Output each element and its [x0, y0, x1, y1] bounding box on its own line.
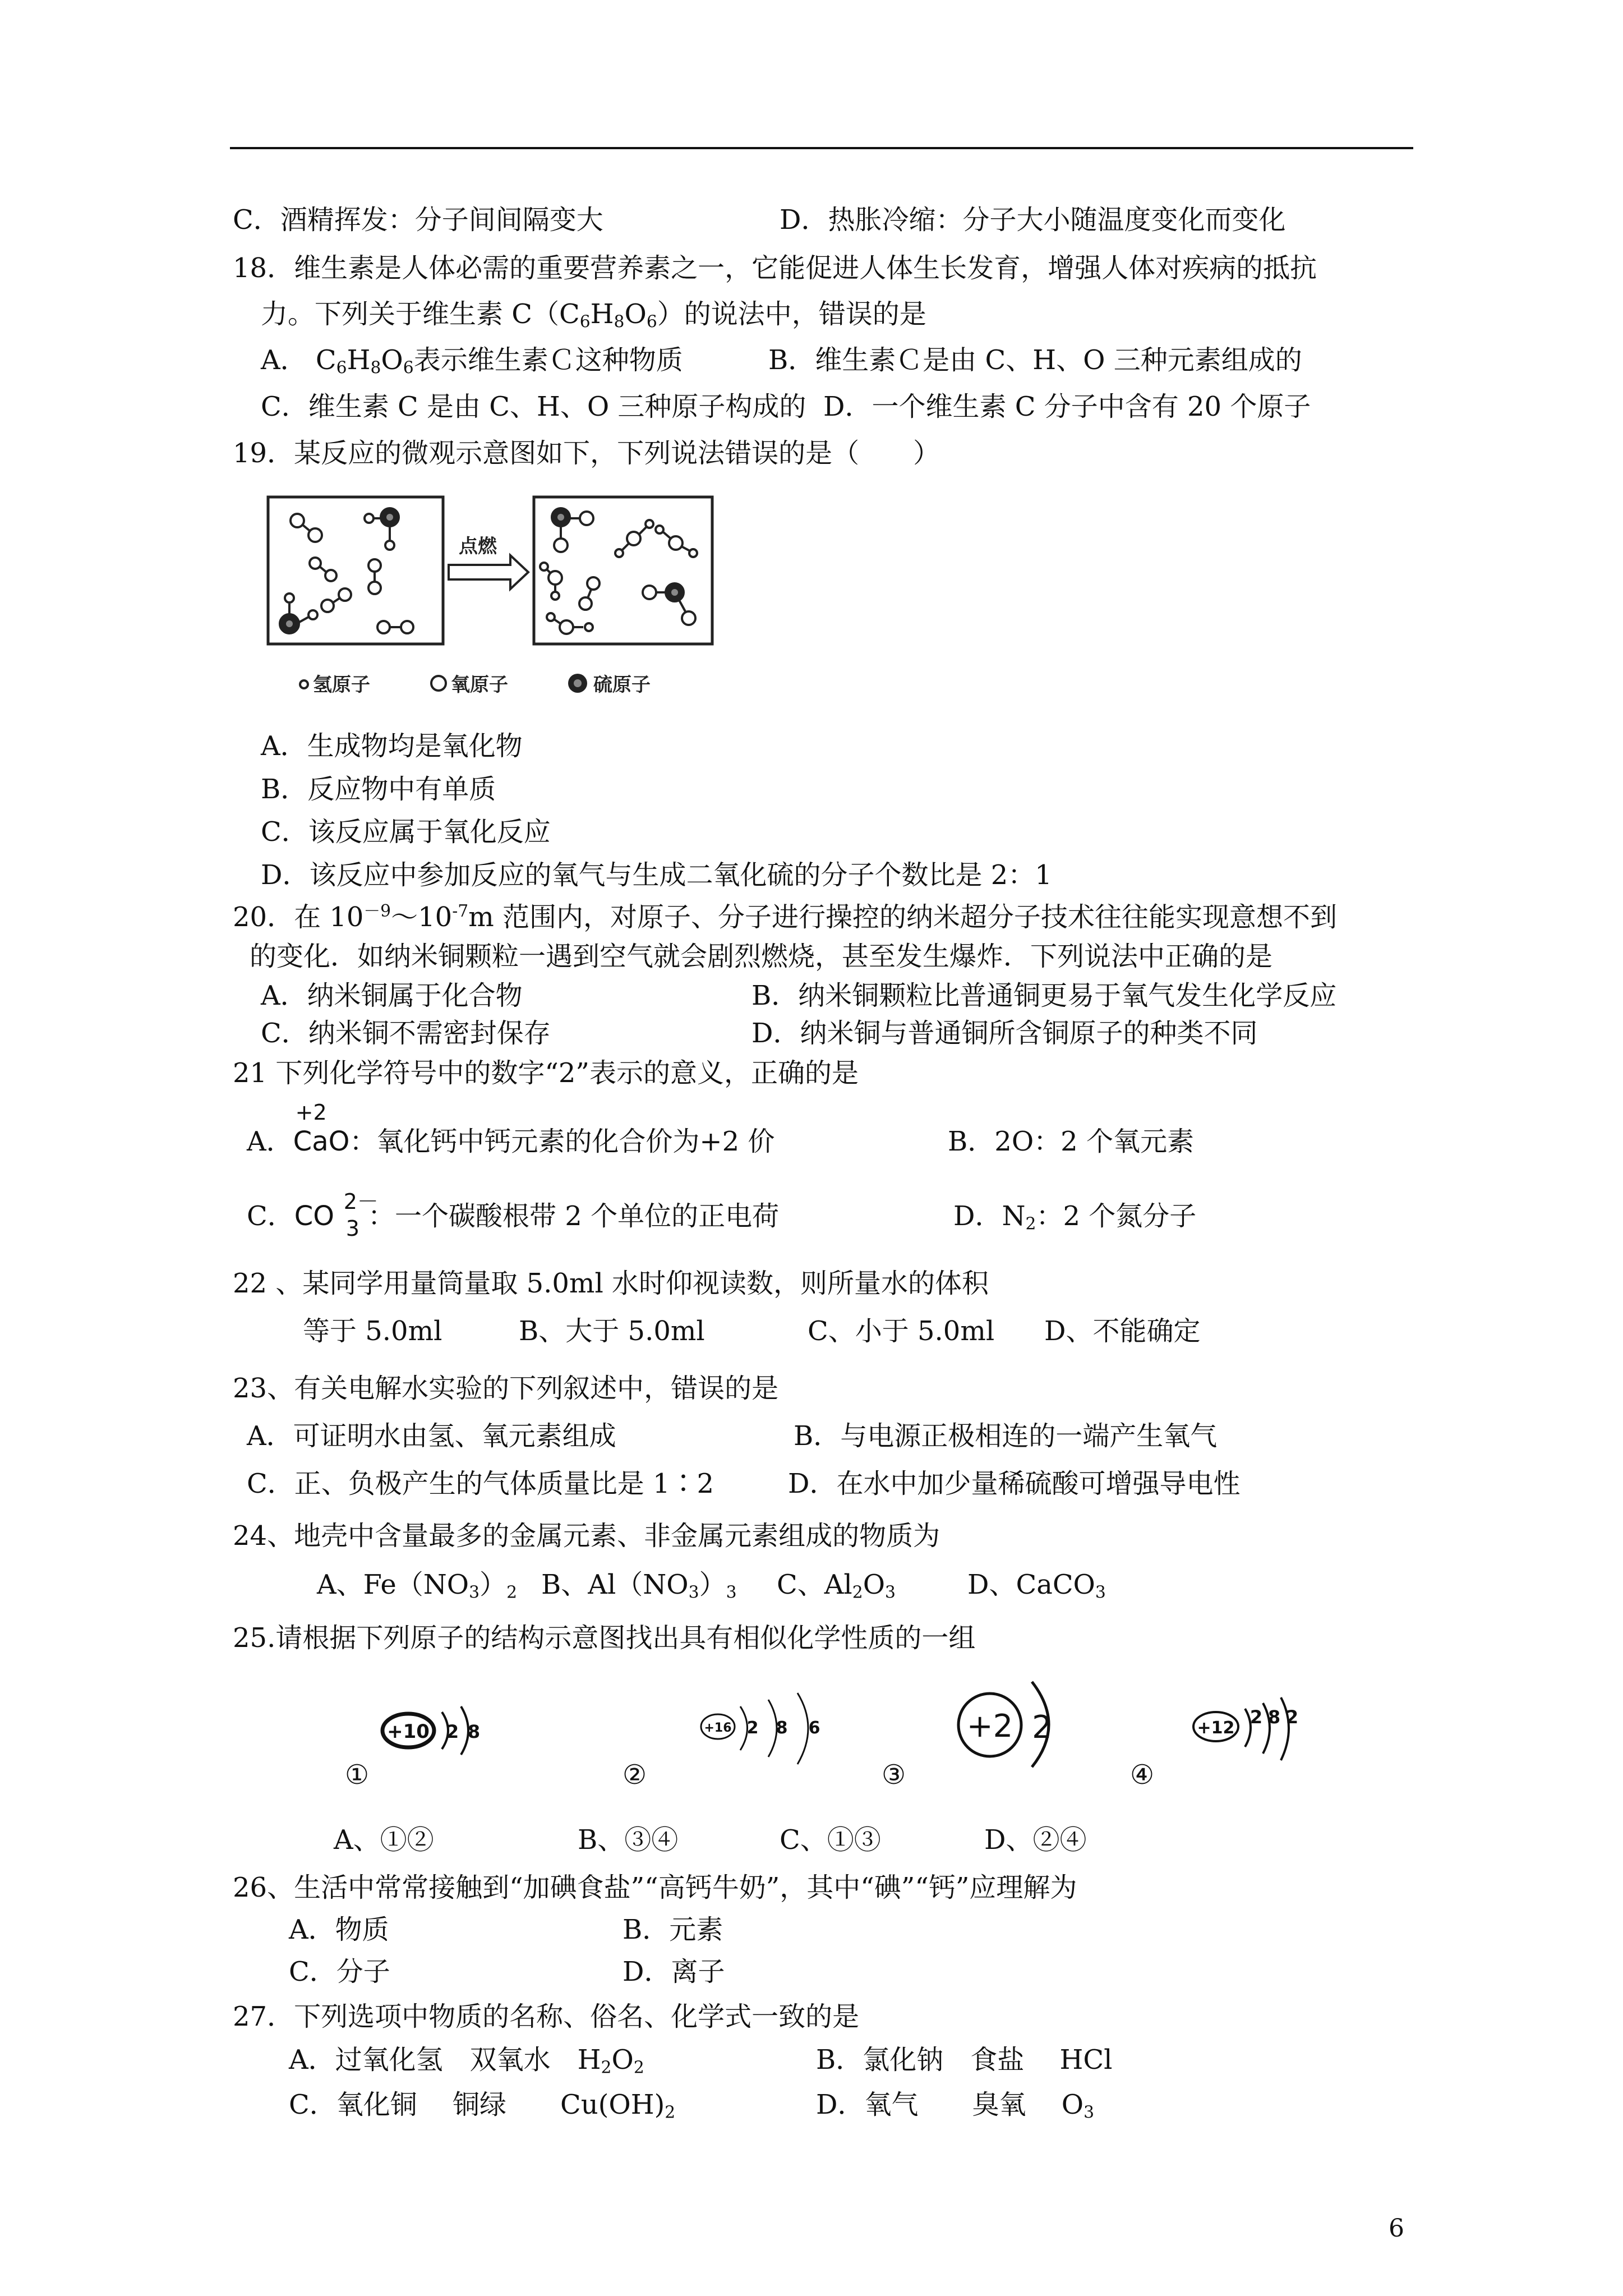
- hydrogen-atom-icon: [300, 680, 308, 688]
- svg-text:2: 2: [1032, 1709, 1052, 1746]
- q26-option-d: D．离子: [623, 1956, 725, 1987]
- page-number: 6: [1389, 2214, 1404, 2243]
- q24-stem: 24、地壳中含量最多的金属元素、非金属元素组成的物质为: [233, 1520, 940, 1552]
- q25-stem: 25.请根据下列原子的结构示意图找出具有相似化学性质的一组: [233, 1622, 976, 1654]
- svg-text:8: 8: [776, 1718, 788, 1738]
- q23-option-c: C．正、负极产生的气体质量比是 1∶2: [247, 1468, 714, 1499]
- q22-option-d: D、不能确定: [1044, 1315, 1201, 1347]
- q19-option-a: A．生成物均是氧化物: [261, 730, 523, 762]
- q21-option-a: A． +2 CaO：氧化钙中钙元素的化合价为+2 价: [247, 1125, 774, 1158]
- svg-text:8: 8: [1267, 1706, 1281, 1728]
- q26-stem: 26、生活中常常接触到“加碘食盐”“高钙牛奶”，其中“碘”“钙”应理解为: [233, 1872, 1077, 1903]
- q23-stem: 23、有关电解水实验的下列叙述中，错误的是: [233, 1373, 779, 1404]
- reaction-arrow: [449, 555, 528, 589]
- q21-option-b: B．2O：2 个氧元素: [948, 1126, 1194, 1157]
- svg-text:+12: +12: [1197, 1718, 1235, 1738]
- header-rule: [230, 147, 1413, 149]
- atom-diagram-3: [958, 1682, 1052, 1767]
- svg-text:6: 6: [808, 1718, 820, 1738]
- q24-option-d: D、CaCO$_3$: [967, 1569, 1106, 1603]
- q27-option-d: D．氧气 臭氧 $O_3$: [816, 2089, 1095, 2123]
- q18-option-b: B．维生素Ｃ是由 C、H、O 三种元素组成的: [768, 344, 1302, 376]
- q23-option-b: B．与电源正极相连的一端产生氧气: [794, 1420, 1218, 1452]
- atom-diagram-4: [1193, 1697, 1298, 1760]
- q20-option-a: A．纳米铜属于化合物: [261, 980, 523, 1011]
- q25-option-a: A、①②: [334, 1824, 434, 1856]
- q21-c-sub: 3: [345, 1216, 359, 1241]
- q24-option-c: C、$Al_2O_3$: [777, 1569, 896, 1603]
- q24-option-a: A、$Fe(NO_3)_2$: [317, 1569, 517, 1603]
- q20-option-d: D．纳米铜与普通铜所含铜原子的种类不同: [751, 1018, 1258, 1049]
- svg-text:2: 2: [446, 1721, 459, 1742]
- q26-option-a: A．物质: [289, 1914, 389, 1945]
- q21-stem: 21 下列化学符号中的数字“2”表示的意义，正确的是: [233, 1057, 859, 1089]
- atom-label-1: ①: [345, 1759, 370, 1791]
- atom-label-2: ②: [623, 1759, 647, 1791]
- q20-option-b: B．纳米铜颗粒比普通铜更易于氧气发生化学反应: [751, 980, 1337, 1011]
- q19-option-d: D．该反应中参加反应的氧气与生成二氧化硫的分子个数比是 2：1: [261, 859, 1052, 891]
- svg-text:2: 2: [746, 1718, 759, 1738]
- q27-option-a: A．过氧化氢 双氧水 $H_2O_2$: [289, 2044, 644, 2078]
- q24-option-b: B、$Al(NO_3)_3$: [541, 1569, 737, 1603]
- q19-stem: 19．某反应的微观示意图如下，下列说法错误的是（ ）: [233, 438, 940, 469]
- legend-sulfur: 硫原子: [593, 674, 651, 696]
- q27-option-b: B．氯化钠 食盐 HCl: [816, 2044, 1113, 2076]
- q20-option-c: C．纳米铜不需密封保存: [261, 1018, 551, 1049]
- q17-option-c: C．酒精挥发：分子间间隔变大: [233, 204, 603, 236]
- q21-option-c: C．CO 2－ 3 ：一个碳酸根带 2 个单位的正电荷: [247, 1199, 779, 1233]
- q17-option-d: D．热胀冷缩：分子大小随温度变化而变化: [780, 204, 1286, 236]
- atom-label-4: ④: [1130, 1759, 1155, 1791]
- q21-a-charge: +2: [295, 1100, 327, 1125]
- q26-option-c: C．分子: [289, 1956, 390, 1987]
- diagram-legend: [300, 674, 651, 696]
- atom-diagram-1: [382, 1706, 480, 1755]
- reaction-micro-diagram: [264, 494, 723, 712]
- oxygen-atom-icon: [431, 676, 446, 691]
- svg-text:+2: +2: [966, 1708, 1013, 1745]
- arrow-label: 点燃: [459, 535, 497, 558]
- svg-text:+10: +10: [387, 1720, 430, 1743]
- q25-option-d: D、②④: [984, 1824, 1087, 1856]
- atom-label-3: ③: [882, 1759, 906, 1791]
- legend-hydrogen: 氢原子: [313, 674, 370, 696]
- q22-option-a: 等于 5.0ml: [303, 1315, 442, 1347]
- q27-option-c: C．氧化铜 铜绿 $Cu(OH)_2$: [289, 2089, 676, 2123]
- q22-option-c: C、小于 5.0ml: [808, 1315, 995, 1347]
- q25-option-b: B、③④: [578, 1824, 679, 1856]
- q19-option-c: C．该反应属于氧化反应: [261, 816, 551, 848]
- q18-stem-line2: 力。下列关于维生素 $C(C_6H_8O_6)$的说法中，错误的是: [261, 298, 926, 332]
- q25-option-c: C、①③: [780, 1824, 881, 1856]
- svg-text:8: 8: [467, 1721, 481, 1742]
- q22-option-b: B、大于 5.0ml: [519, 1315, 705, 1347]
- q26-option-b: B．元素: [623, 1914, 723, 1945]
- legend-oxygen: 氧原子: [451, 674, 508, 696]
- svg-text:+16: +16: [704, 1721, 732, 1735]
- q20-stem-line1: 20．在 $10^{-9}\sim 10^{-7}m$ 范围内，对原子、分子进行操控的纳米超分子技术往往能实现意想不到: [233, 901, 1337, 933]
- svg-text:2: 2: [1249, 1706, 1263, 1728]
- q21-option-d: D．$N_2$：2 个氮分子: [953, 1200, 1197, 1234]
- q20-stem-line2: 的变化．如纳米铜颗粒一遇到空气就会剧烈燃烧，甚至发生爆炸．下列说法中正确的是: [250, 941, 1273, 972]
- q27-stem: 27．下列选项中物质的名称、俗名、化学式一致的是: [233, 2001, 860, 2032]
- svg-text:2: 2: [1285, 1706, 1299, 1728]
- q18-stem-line1: 18．维生素是人体必需的重要营养素之一，它能促进人体生长发育，增强人体对疾病的抵抗: [233, 252, 1317, 284]
- q22-stem: 22 、某同学用量筒量取 5.0ml 水时仰视读数，则所量水的体积: [233, 1268, 989, 1299]
- q21-c-charge: 2－: [343, 1189, 379, 1214]
- q18-option-a: A． $C_6H_8O_6$表示维生素Ｃ这种物质: [261, 344, 683, 378]
- atom-structure-diagrams: [336, 1672, 1324, 1795]
- q23-option-a: A．可证明水由氢、氧元素组成: [247, 1420, 616, 1452]
- q23-option-d: D．在水中加少量稀硫酸可增强导电性: [788, 1468, 1241, 1499]
- atom-diagram-2: [701, 1693, 820, 1764]
- q18-option-d: D．一个维生素 C 分子中含有 20 个原子: [823, 391, 1311, 422]
- q18-option-c: C．维生素 C 是由 C、H、O 三种原子构成的: [261, 391, 806, 422]
- q19-option-b: B．反应物中有单质: [261, 774, 496, 805]
